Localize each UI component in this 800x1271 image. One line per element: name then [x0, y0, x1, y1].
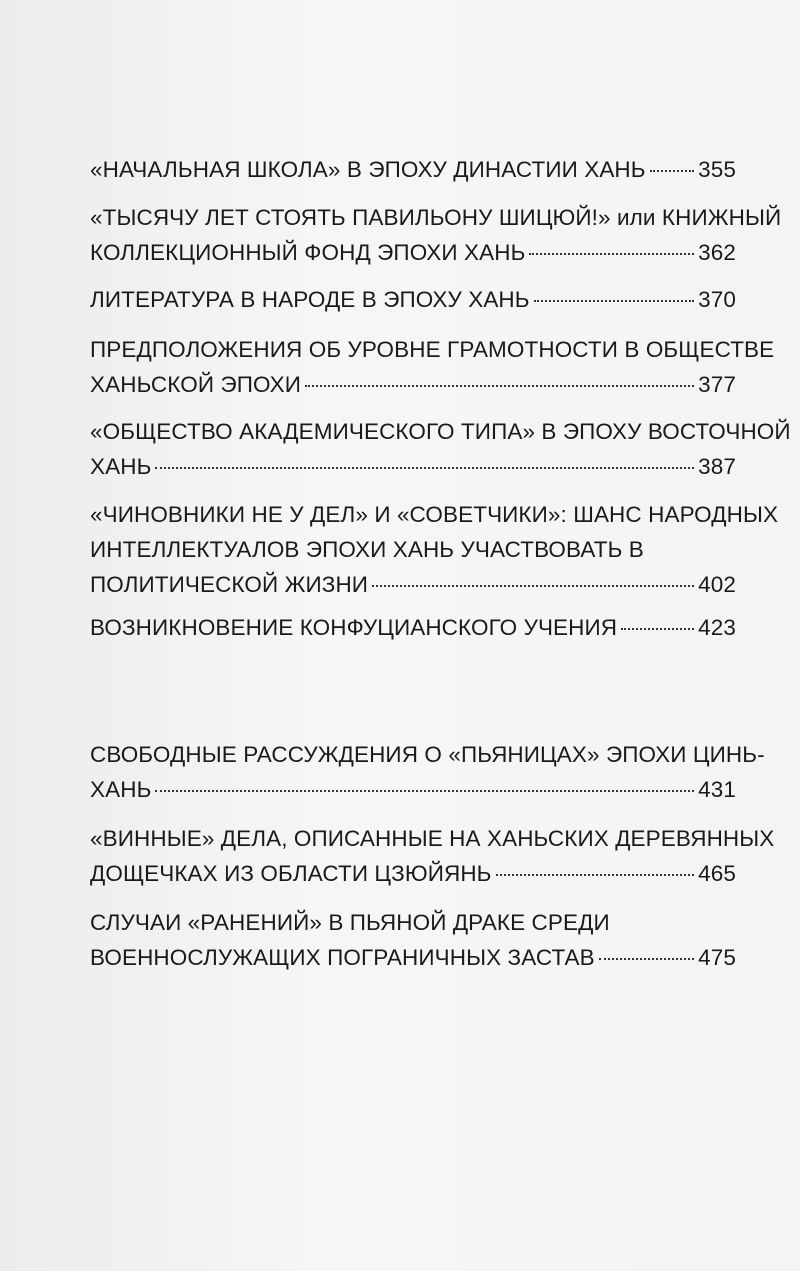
toc-entry-title: «НАЧАЛЬНАЯ ШКОЛА» В ЭПОХУ ДИНАСТИИ ХАНЬ: [90, 157, 646, 182]
toc-entry-title: СЛУЧАИ «РАНЕНИЙ» В ПЬЯНОЙ ДРАКЕ СРЕДИ: [90, 910, 610, 935]
toc-entry: [90, 152, 736, 187]
dot-leader: [599, 958, 694, 960]
dot-leader: [621, 628, 694, 630]
toc-page-number: 362: [698, 240, 736, 265]
toc-entry-title: ХАНЬ: [90, 777, 152, 802]
toc-entry-title: «ЧИНОВНИКИ НЕ У ДЕЛ» И «СОВЕТЧИКИ»: ШАНС НАРОДНЫХ: [90, 502, 779, 527]
toc-page-number: 377: [698, 372, 736, 397]
toc-page-number: 370: [698, 287, 736, 312]
dot-leader: [155, 467, 694, 469]
dot-leader: [496, 874, 695, 876]
dot-leader: [305, 385, 694, 387]
toc-entry: [90, 200, 782, 270]
toc-entry: [90, 282, 736, 317]
toc-entry-title: «ВИННЫЕ» ДЕЛА, ОПИСАННЫЕ НА ХАНЬСКИХ ДЕРЕВЯННЫХ: [90, 826, 775, 851]
toc-page-number: 475: [698, 945, 736, 970]
toc-entry-title: ДОЩЕЧКАХ ИЗ ОБЛАСТИ ЦЗЮЙЯНЬ: [90, 861, 492, 886]
toc-entry-title: «ТЫСЯЧУ ЛЕТ СТОЯТЬ ПАВИЛЬОНУ ШИЦЮЙ!» или КНИЖНЫЙ: [90, 205, 782, 230]
toc-entry-title: ВОЗНИКНОВЕНИЕ КОНФУЦИАНСКОГО УЧЕНИЯ: [90, 615, 618, 640]
dot-leader: [529, 253, 694, 255]
toc-entry: [90, 610, 736, 645]
dot-leader: [650, 170, 695, 172]
toc-page-number: 355: [698, 157, 736, 182]
toc-page-number: 465: [698, 861, 736, 886]
toc-entry-title: ХАНЬСКОЙ ЭПОХИ: [90, 372, 301, 397]
dot-leader: [155, 790, 694, 792]
toc-entry-title: ВОЕННОСЛУЖАЩИХ ПОГРАНИЧНЫХ ЗАСТАВ: [90, 945, 595, 970]
dot-leader: [534, 300, 695, 302]
toc-page-number: 423: [698, 615, 736, 640]
toc-entry: [90, 905, 736, 975]
dot-leader: [372, 585, 694, 587]
toc-entry-title: ПРЕДПОЛОЖЕНИЯ ОБ УРОВНЕ ГРАМОТНОСТИ В ОБЩЕСТВЕ: [90, 337, 775, 362]
toc-entry-title: ХАНЬ: [90, 454, 152, 479]
toc-entry-title: ИНТЕЛЛЕКТУАЛОВ ЭПОХИ ХАНЬ УЧАСТВОВАТЬ В: [90, 537, 644, 562]
toc-entry-title: ЛИТЕРАТУРА В НАРОДЕ В ЭПОХУ ХАНЬ: [90, 287, 530, 312]
toc-entry: [90, 332, 775, 402]
toc-entry: [90, 821, 775, 891]
toc-entry-title: СВОБОДНЫЕ РАССУЖДЕНИЯ О «ПЬЯНИЦАХ» ЭПОХИ ЦИНЬ-: [90, 742, 765, 767]
toc-entry-title: «ОБЩЕСТВО АКАДЕМИЧЕСКОГО ТИПА» В ЭПОХУ ВОСТОЧНОЙ: [90, 419, 791, 444]
toc-entry: [90, 737, 765, 807]
toc-entry-title: ПОЛИТИЧЕСКОЙ ЖИЗНИ: [90, 572, 369, 597]
toc-page-number: 431: [698, 777, 736, 802]
toc-page-number: 387: [698, 454, 736, 479]
toc-entry: [90, 497, 779, 602]
toc-entry-title: КОЛЛЕКЦИОННЫЙ ФОНД ЭПОХИ ХАНЬ: [90, 240, 526, 265]
toc-page-number: 402: [698, 572, 736, 597]
toc-entry: [90, 414, 791, 484]
